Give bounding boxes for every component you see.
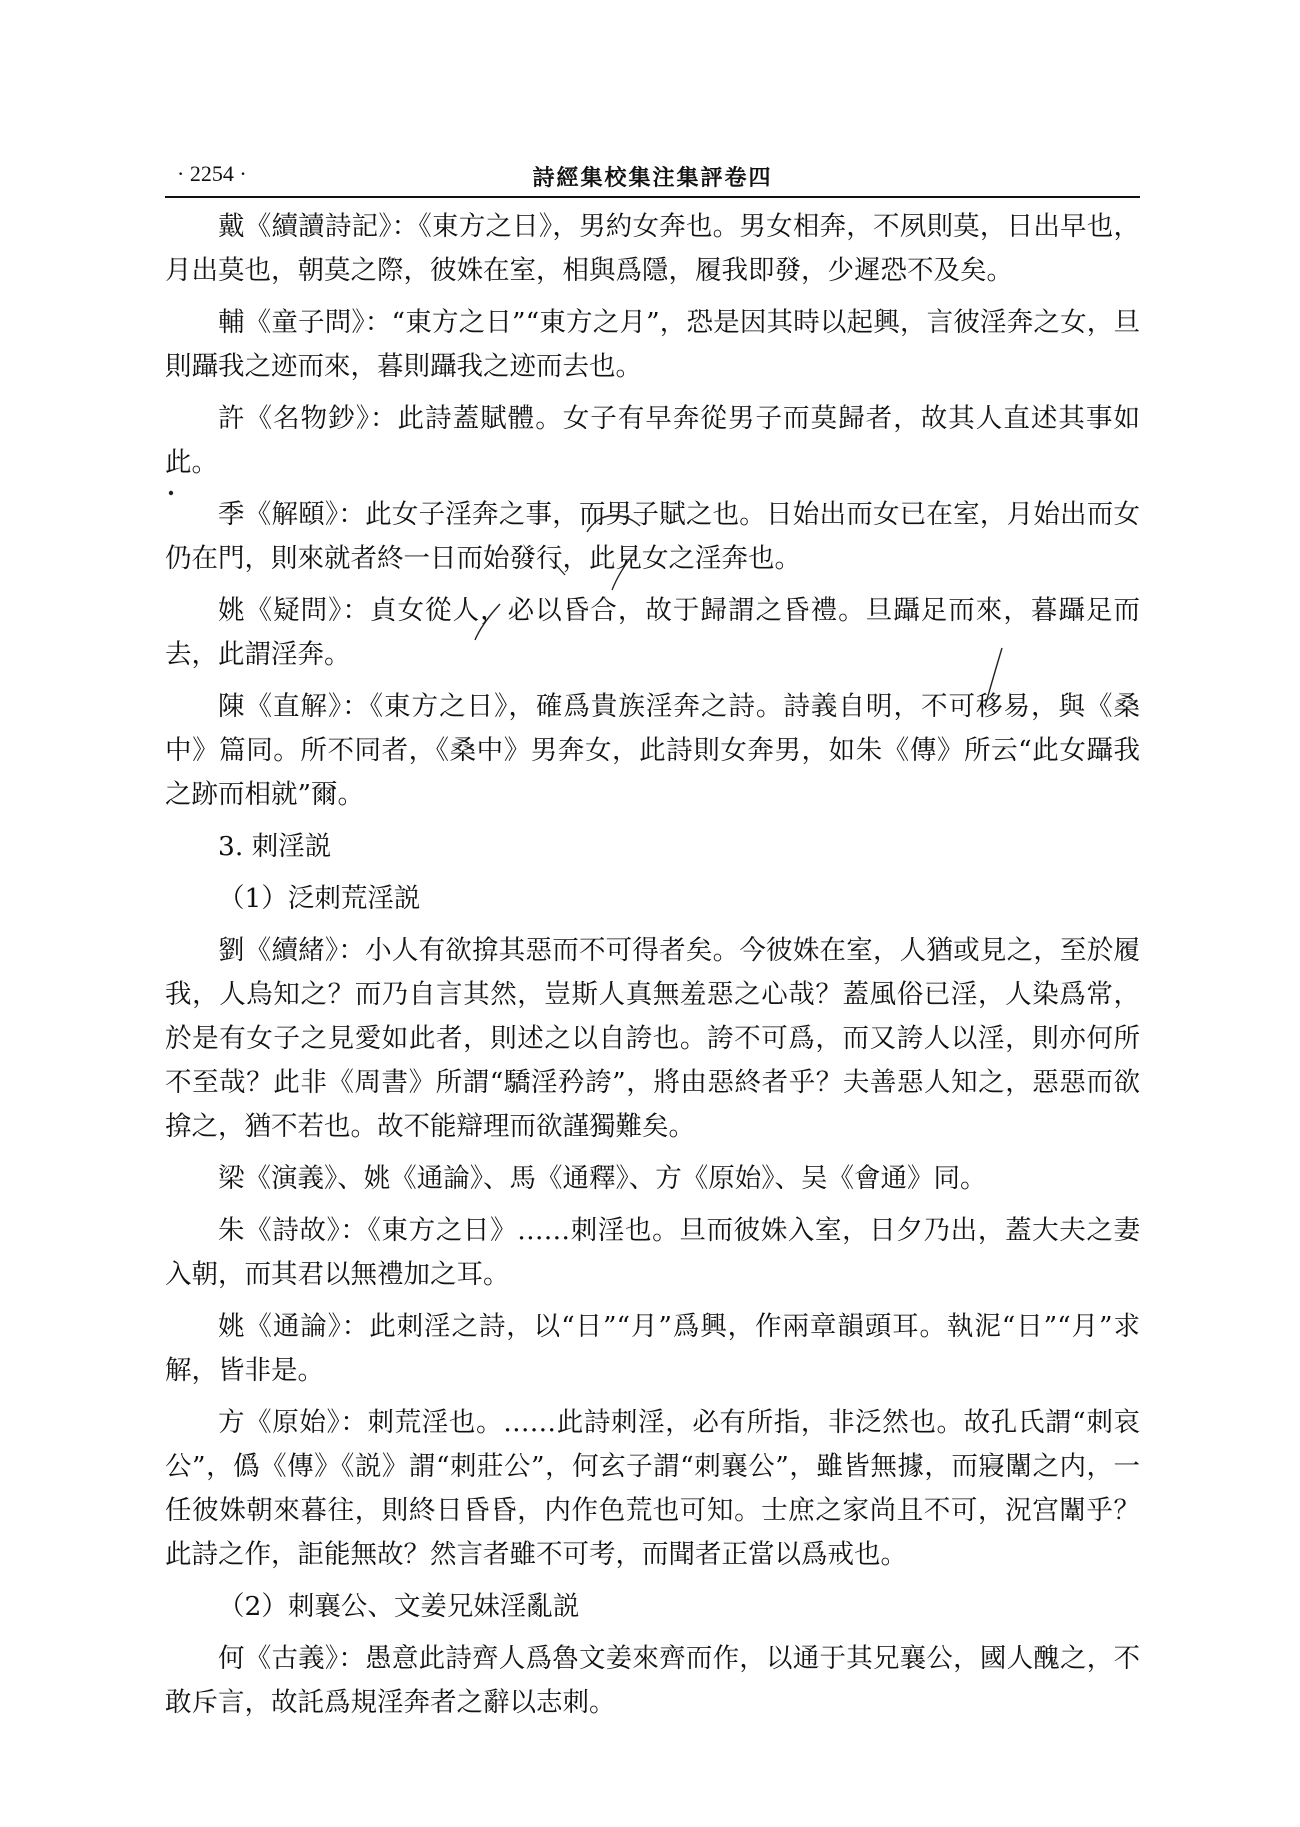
header-rule (165, 196, 1140, 198)
paragraph-fang: 方《原始》：刺荒淫也。……此詩刺淫，必有所指，非泛然也。故孔氏謂“刺哀公”，僞《傳》《説》謂“刺莊公”，何玄子謂“刺襄公”，雖皆無據，而寢闈之内，一任彼姝朝來暮往，則終日昏昏，内作色荒也可知。士庶之家尚且不可，況宫闈乎？此詩之作，詎能無故？然言者雖不可考，而聞者正當以爲戒也。 (165, 1407, 1140, 1570)
paragraph-liang: 梁《演義》、姚《通論》、馬《通釋》、方《原始》、吴《會通》同。 (218, 1163, 987, 1194)
paragraph-he: 何《古義》：愚意此詩齊人爲魯文姜來齊而作，以通于其兄襄公，國人醜之，不敢斥言，故託爲規淫奔者之辭以志刺。 (165, 1643, 1140, 1718)
paragraph-zhu: 朱《詩故》：《東方之日》……刺淫也。旦而彼姝入室，日夕乃出，蓋大夫之妻入朝，而其君以無禮加之耳。 (165, 1215, 1140, 1290)
paragraph-ji: 季《解頤》：此女子淫奔之事，而男子賦之也。日始出而女已在室，月始出而女仍在門，則來就者終一日而始發行，此見女之淫奔也。 (165, 499, 1140, 574)
paragraph-yao-tonglun: 姚《通論》：此刺淫之詩，以“日”“月”爲興，作兩章韻頭耳。執泥“日”“月”求解，皆非是。 (165, 1311, 1140, 1386)
paragraph-fu: 輔《童子問》：“東方之日”“東方之月”，恐是因其時以起興，言彼淫奔之女，旦則躡我之迹而來，暮則躡我之迹而去也。 (165, 307, 1140, 382)
paragraph-dai: 戴《續讀詩記》：《東方之日》，男約女奔也。男女相奔，不夙則莫，日出早也，月出莫也，朝莫之際，彼姝在室，相與爲隱，履我即發，少遲恐不及矣。 (165, 211, 1140, 286)
paragraph-xu: 許《名物鈔》：此詩蓋賦體。女子有早奔從男子而莫歸者，故其人直述其事如此。 (165, 403, 1140, 478)
page-number: · 2254 · (177, 161, 247, 186)
running-title: 詩經集校集注集評卷四 (532, 165, 773, 191)
paragraph-chen: 陳《直解》：《東方之日》，確爲貴族淫奔之詩。詩義自明，不可移易，與《桑中》篇同。所不同者，《桑中》男奔女，此詩則女奔男，如朱《傳》所云“此女躡我之跡而相就”爾。 (165, 691, 1140, 810)
body-text (165, 205, 1140, 1733)
subsection-heading: （1）泛刺荒淫説 (218, 883, 421, 914)
paragraph-yao-yiwen: 姚《疑問》：貞女從人，必以昏合，故于歸謂之昏禮。旦躡足而來，暮躡足而去，此謂淫奔。 (165, 595, 1140, 670)
page-header (165, 161, 1140, 193)
paragraph-liu: 劉《續緒》：小人有欲揜其惡而不可得者矣。今彼姝在室，人猶或見之，至於履我，人烏知之？而乃自言其然，豈斯人真無羞惡之心哉？蓋風俗已淫，人染爲常，於是有女子之見愛如此者，則述之以自誇也。誇不可爲，而又誇人以淫，則亦何所不至哉？此非《周書》所謂“驕淫矜誇”，將由惡終者乎？夫善惡人知之，惡惡而欲揜之，猶不若也。故不能辯理而欲謹獨難矣。 (165, 935, 1140, 1142)
subsection-heading: （2）刺襄公、文姜兄妹淫亂説 (218, 1591, 580, 1622)
section-heading: 3. 刺淫説 (218, 831, 332, 862)
